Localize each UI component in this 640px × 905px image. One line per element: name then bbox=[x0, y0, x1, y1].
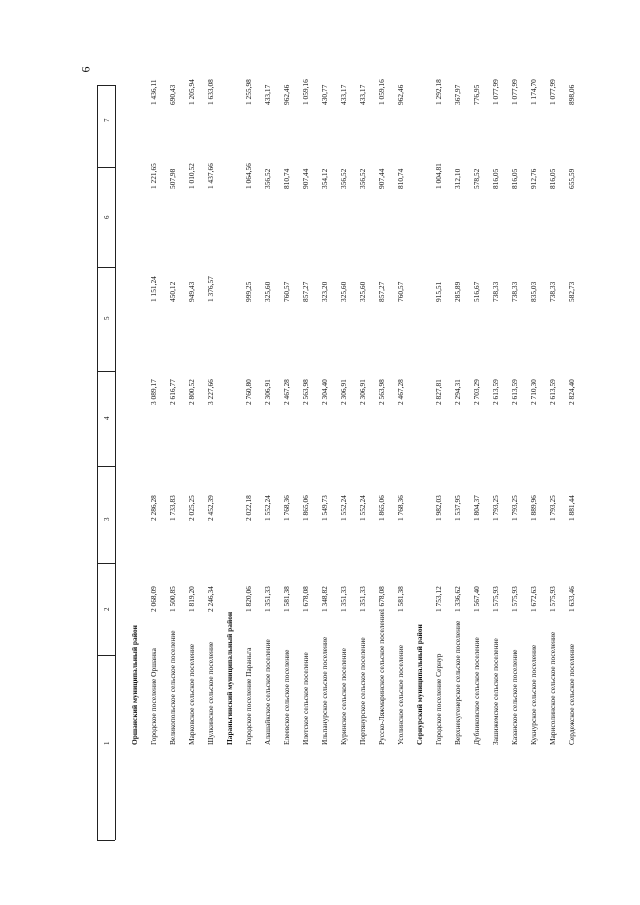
cell-value: 1 205,94 bbox=[187, 79, 196, 105]
cell-value: 2 563,98 bbox=[377, 379, 386, 405]
cell-value: 1 552,24 bbox=[263, 495, 272, 521]
cell-value: 516,67 bbox=[472, 281, 481, 302]
row-name: Усолинское сельское поселение bbox=[396, 645, 405, 745]
cell-value: 312,10 bbox=[453, 168, 462, 189]
cell-value: 1 753,12 bbox=[434, 586, 443, 612]
cell-value: 367,97 bbox=[453, 84, 462, 105]
cell-value: 1 059,16 bbox=[377, 79, 386, 105]
cell-value: 2 467,28 bbox=[396, 379, 405, 405]
cell-value: 898,06 bbox=[567, 84, 576, 105]
cell-value: 1 437,66 bbox=[206, 163, 215, 189]
cell-value: 738,33 bbox=[491, 281, 500, 302]
cell-value: 3 227,66 bbox=[206, 379, 215, 405]
cell-value: 999,25 bbox=[244, 281, 253, 302]
cell-value: 2 800,52 bbox=[187, 379, 196, 405]
cell-value: 835,03 bbox=[529, 281, 538, 302]
cell-value: 1 733,83 bbox=[168, 495, 177, 521]
row-name: Ильпанурское сельское поселение bbox=[320, 636, 329, 745]
cell-value: 1 820,06 bbox=[244, 586, 253, 612]
cell-value: 1 581,38 bbox=[396, 586, 405, 612]
column-header-2: 2 bbox=[103, 607, 111, 611]
row-name: Русско-Ляжмаринское сельское поселение bbox=[377, 611, 386, 745]
row-name: Марисолинское сельское поселение bbox=[548, 631, 557, 745]
cell-value: 1 633,46 bbox=[567, 586, 576, 612]
row-name: Елеевское сельское поселение bbox=[282, 649, 291, 745]
cell-value: 760,57 bbox=[396, 281, 405, 302]
cell-value: 816,05 bbox=[510, 168, 519, 189]
cell-value: 1 500,85 bbox=[168, 586, 177, 612]
column-header-4: 4 bbox=[103, 416, 111, 420]
cell-value: 1 552,24 bbox=[339, 495, 348, 521]
cell-value: 655,59 bbox=[567, 168, 576, 189]
cell-value: 433,17 bbox=[358, 84, 367, 105]
cell-value: 1 793,25 bbox=[510, 495, 519, 521]
row-name: Шулкинское сельское поселение bbox=[206, 641, 215, 745]
cell-value: 1 804,37 bbox=[472, 495, 481, 521]
cell-value: 1 793,25 bbox=[548, 495, 557, 521]
row-name: Великопольское сельское поселение bbox=[168, 630, 177, 745]
column-separator-1 bbox=[97, 655, 115, 656]
cell-value: 776,95 bbox=[472, 84, 481, 105]
cell-value: 1 151,24 bbox=[149, 276, 158, 302]
row-name: Зашижемское сельское поселение bbox=[491, 638, 500, 745]
cell-value: 582,73 bbox=[567, 281, 576, 302]
cell-value: 1 793,25 bbox=[491, 495, 500, 521]
cell-value: 1 010,52 bbox=[187, 163, 196, 189]
section-heading: Оршанский муниципальный район bbox=[130, 625, 139, 745]
cell-value: 2 452,39 bbox=[206, 495, 215, 521]
cell-value: 1 077,99 bbox=[548, 79, 557, 105]
row-name: Дубниковское сельское поселение bbox=[472, 637, 481, 745]
cell-value: 1 575,93 bbox=[548, 586, 557, 612]
cell-value: 1 221,65 bbox=[149, 163, 158, 189]
table-left-border bbox=[97, 85, 98, 840]
column-header-5: 5 bbox=[103, 316, 111, 320]
cell-value: 738,33 bbox=[510, 281, 519, 302]
cell-value: 2 294,31 bbox=[453, 379, 462, 405]
row-name: Верхнекугенерское сельское поселение bbox=[453, 620, 462, 745]
cell-value: 325,60 bbox=[263, 281, 272, 302]
cell-value: 2 824,40 bbox=[567, 379, 576, 405]
cell-value: 433,17 bbox=[263, 84, 272, 105]
row-name: Марковское сельское поселение bbox=[187, 643, 196, 745]
cell-value: 323,20 bbox=[320, 281, 329, 302]
cell-value: 2 613,59 bbox=[548, 379, 557, 405]
cell-value: 325,60 bbox=[339, 281, 348, 302]
cell-value: 1 581,38 bbox=[282, 586, 291, 612]
cell-value: 1 351,33 bbox=[263, 586, 272, 612]
column-header-7: 7 bbox=[103, 118, 111, 122]
cell-value: 912,76 bbox=[529, 168, 538, 189]
cell-value: 2 467,28 bbox=[282, 379, 291, 405]
cell-value: 1 537,95 bbox=[453, 495, 462, 521]
cell-value: 1 336,62 bbox=[453, 586, 462, 612]
row-name: Куринское сельское поселение bbox=[339, 648, 348, 745]
cell-value: 1 549,73 bbox=[320, 495, 329, 521]
column-separator-4 bbox=[97, 371, 115, 372]
cell-value: 1 768,36 bbox=[282, 495, 291, 521]
column-separator-2 bbox=[97, 563, 115, 564]
cell-value: 1 865,06 bbox=[301, 495, 310, 521]
header-bottom-border bbox=[115, 85, 116, 840]
cell-value: 857,27 bbox=[301, 281, 310, 302]
cell-value: 2 286,28 bbox=[149, 495, 158, 521]
cell-value: 2 616,77 bbox=[168, 379, 177, 405]
cell-value: 1 575,93 bbox=[491, 586, 500, 612]
cell-value: 433,17 bbox=[339, 84, 348, 105]
cell-value: 2 613,59 bbox=[491, 379, 500, 405]
cell-value: 1 672,63 bbox=[529, 586, 538, 612]
cell-value: 356,52 bbox=[358, 168, 367, 189]
cell-value: 1 881,44 bbox=[567, 495, 576, 521]
cell-value: 1 678,08 bbox=[377, 586, 386, 612]
column-separator-3 bbox=[97, 466, 115, 467]
cell-value: 1 292,18 bbox=[434, 79, 443, 105]
section-heading: Параньгинский муниципальный район bbox=[225, 611, 234, 745]
cell-value: 2 827,81 bbox=[434, 379, 443, 405]
row-name: Городское поселение Оршанка bbox=[149, 648, 158, 745]
cell-value: 2 710,30 bbox=[529, 379, 538, 405]
cell-value: 816,05 bbox=[491, 168, 500, 189]
table-bottom-edge bbox=[97, 840, 115, 841]
cell-value: 450,12 bbox=[168, 281, 177, 302]
cell-value: 1 575,93 bbox=[510, 586, 519, 612]
column-header-1: 1 bbox=[103, 741, 111, 745]
cell-value: 1 376,57 bbox=[206, 276, 215, 302]
cell-value: 2 760,80 bbox=[244, 379, 253, 405]
cell-value: 2 306,91 bbox=[358, 379, 367, 405]
cell-value: 1 436,11 bbox=[149, 79, 158, 105]
cell-value: 354,12 bbox=[320, 168, 329, 189]
cell-value: 915,51 bbox=[434, 281, 443, 302]
cell-value: 1 255,98 bbox=[244, 79, 253, 105]
cell-value: 1 004,81 bbox=[434, 163, 443, 189]
cell-value: 2 304,40 bbox=[320, 379, 329, 405]
row-name: Портянурское сельское поселение bbox=[358, 637, 367, 745]
cell-value: 285,89 bbox=[453, 281, 462, 302]
cell-value: 907,44 bbox=[377, 168, 386, 189]
cell-value: 1 633,08 bbox=[206, 79, 215, 105]
cell-value: 2 068,09 bbox=[149, 586, 158, 612]
cell-value: 760,57 bbox=[282, 281, 291, 302]
cell-value: 1 059,16 bbox=[301, 79, 310, 105]
table-top-edge bbox=[97, 85, 115, 86]
cell-value: 2 563,98 bbox=[301, 379, 310, 405]
cell-value: 356,52 bbox=[263, 168, 272, 189]
column-header-3: 3 bbox=[103, 517, 111, 521]
cell-value: 810,74 bbox=[282, 168, 291, 189]
cell-value: 1 982,03 bbox=[434, 495, 443, 521]
cell-value: 810,74 bbox=[396, 168, 405, 189]
cell-value: 857,27 bbox=[377, 281, 386, 302]
cell-value: 2 246,34 bbox=[206, 586, 215, 612]
cell-value: 1 351,33 bbox=[358, 586, 367, 612]
column-separator-5 bbox=[97, 267, 115, 268]
cell-value: 2 022,18 bbox=[244, 495, 253, 521]
cell-value: 3 089,17 bbox=[149, 379, 158, 405]
row-name: Алашайкское сельское поселение bbox=[263, 639, 272, 745]
cell-value: 962,46 bbox=[396, 84, 405, 105]
cell-value: 2 306,91 bbox=[339, 379, 348, 405]
cell-value: 2 025,25 bbox=[187, 495, 196, 521]
cell-value: 949,43 bbox=[187, 281, 196, 302]
cell-value: 578,52 bbox=[472, 168, 481, 189]
page-number: 6 bbox=[78, 66, 93, 73]
column-header-6: 6 bbox=[103, 215, 111, 219]
section-heading: Сернурский муниципальный район bbox=[415, 624, 424, 745]
row-name: Городское поселение Сернур bbox=[434, 653, 443, 745]
cell-value: 1 889,96 bbox=[529, 495, 538, 521]
cell-value: 1 567,40 bbox=[472, 586, 481, 612]
cell-value: 738,33 bbox=[548, 281, 557, 302]
cell-value: 1 077,99 bbox=[491, 79, 500, 105]
cell-value: 907,44 bbox=[301, 168, 310, 189]
cell-value: 690,43 bbox=[168, 84, 177, 105]
cell-value: 1 819,20 bbox=[187, 586, 196, 612]
cell-value: 816,05 bbox=[548, 168, 557, 189]
row-name: Сердежское сельское поселение bbox=[567, 643, 576, 745]
cell-value: 1 348,82 bbox=[320, 586, 329, 612]
row-name: Кукнурское сельское поселение bbox=[529, 644, 538, 745]
cell-value: 1 768,36 bbox=[396, 495, 405, 521]
cell-value: 507,98 bbox=[168, 168, 177, 189]
cell-value: 325,60 bbox=[358, 281, 367, 302]
cell-value: 1 064,56 bbox=[244, 163, 253, 189]
column-separator-6 bbox=[97, 167, 115, 168]
cell-value: 430,77 bbox=[320, 84, 329, 105]
cell-value: 1 865,06 bbox=[377, 495, 386, 521]
cell-value: 962,46 bbox=[282, 84, 291, 105]
row-name: Илетское сельское поселение bbox=[301, 652, 310, 745]
cell-value: 1 552,24 bbox=[358, 495, 367, 521]
cell-value: 2 703,29 bbox=[472, 379, 481, 405]
cell-value: 2 613,59 bbox=[510, 379, 519, 405]
cell-value: 1 077,99 bbox=[510, 79, 519, 105]
cell-value: 1 678,08 bbox=[301, 586, 310, 612]
row-name: Городское поселение Параньга bbox=[244, 647, 253, 745]
cell-value: 356,52 bbox=[339, 168, 348, 189]
cell-value: 2 306,91 bbox=[263, 379, 272, 405]
row-name: Казанское сельское поселение bbox=[510, 649, 519, 745]
cell-value: 1 351,33 bbox=[339, 586, 348, 612]
cell-value: 1 174,70 bbox=[529, 79, 538, 105]
